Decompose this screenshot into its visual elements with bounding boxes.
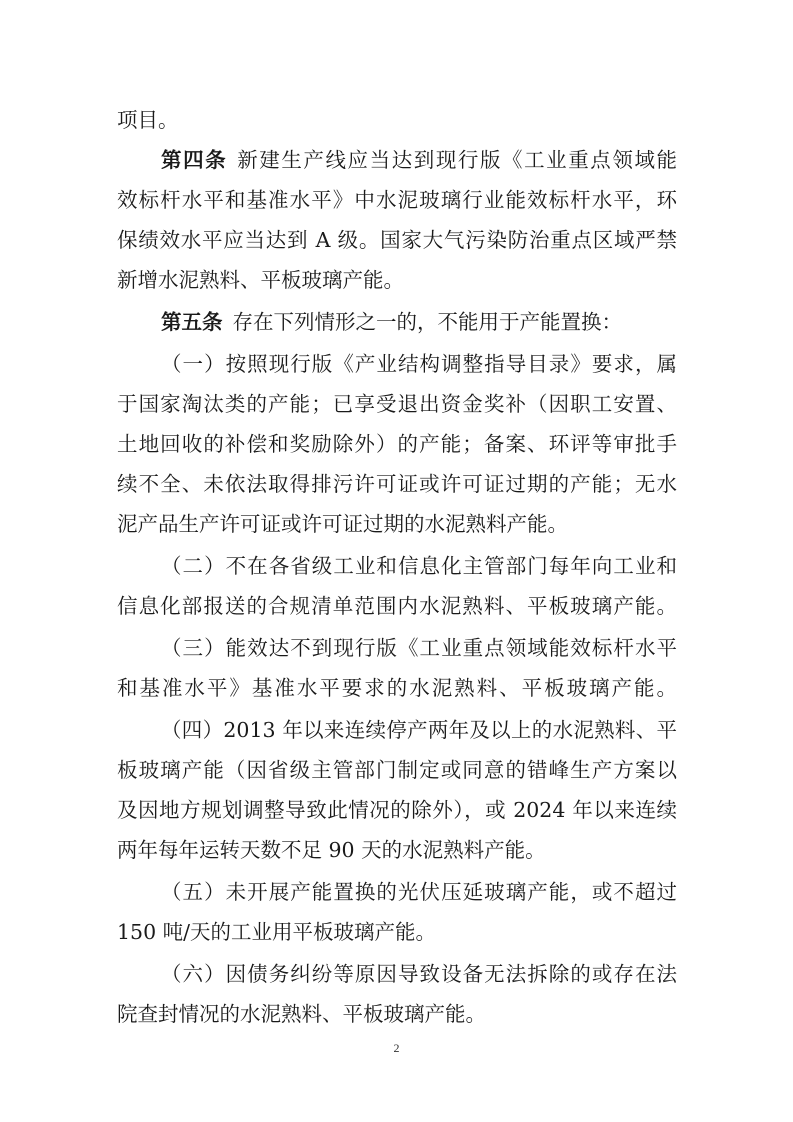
article-5-first-line xyxy=(161,302,677,342)
text-line: 土地回收的补偿和奖励除外）的产能；备案、环评等审批手 xyxy=(117,432,677,456)
text-line: 信息化部报送的合规清单范围内水泥熟料、平板玻璃产能。 xyxy=(117,594,677,618)
text-line: 于国家淘汰类的产能；已享受退出资金奖补（因职工安置、 xyxy=(117,392,677,416)
text-line: 及因地方规划调整导致此情况的除外），或 2024 年以来连续 xyxy=(117,798,677,822)
text-line: 和基准水平》基准水平要求的水泥熟料、平板玻璃产能。 xyxy=(117,676,677,700)
article-4-first-line xyxy=(161,140,677,180)
text-line: 新增水泥熟料、平板玻璃产能。 xyxy=(117,268,404,292)
text-line: 泥产品生产许可证或许可证过期的水泥熟料产能。 xyxy=(117,512,568,536)
text-line: 保绩效水平应当达到 A 级。国家大气污染防治重点区域严禁 xyxy=(117,228,677,252)
article-4-text: 新建生产线应当达到现行版《工业重点领域能 xyxy=(237,148,677,172)
page-number: 2 xyxy=(393,1041,400,1055)
text-line: （六）因债务纠纷等原因导致设备无法拆除的或存在法 xyxy=(161,962,677,986)
text-line: 板玻璃产能（因省级主管部门制定或同意的错峰生产方案以 xyxy=(117,758,677,782)
text-line: 两年每年运转天数不足 90 天的水泥熟料产能。 xyxy=(117,838,546,862)
text-line: （一）按照现行版《产业结构调整指导目录》要求，属 xyxy=(161,352,677,376)
text-line: （五）未开展产能置换的光伏压延玻璃产能，或不超过 xyxy=(161,880,677,904)
text-line: （四）2013 年以来连续停产两年及以上的水泥熟料、平 xyxy=(161,718,677,742)
text-line: 效标杆水平和基准水平》中水泥玻璃行业能效标杆水平，环 xyxy=(117,188,677,212)
text-line: 150 吨/天的工业用平板玻璃产能。 xyxy=(117,920,437,944)
article-4-heading: 第四条 xyxy=(161,148,228,172)
text-line: 续不全、未依法取得排污许可证或许可证过期的产能；无水 xyxy=(117,472,677,496)
text-line: （三）能效达不到现行版《工业重点领域能效标杆水平 xyxy=(161,636,677,660)
text-line: 院查封情况的水泥熟料、平板玻璃产能。 xyxy=(117,1002,486,1026)
text-line: 项目。 xyxy=(117,108,179,132)
article-5-heading: 第五条 xyxy=(161,310,223,334)
text-line: （二）不在各省级工业和信息化主管部门每年向工业和 xyxy=(161,554,677,578)
article-5-text: 存在下列情形之一的，不能用于产能置换： xyxy=(232,310,622,334)
